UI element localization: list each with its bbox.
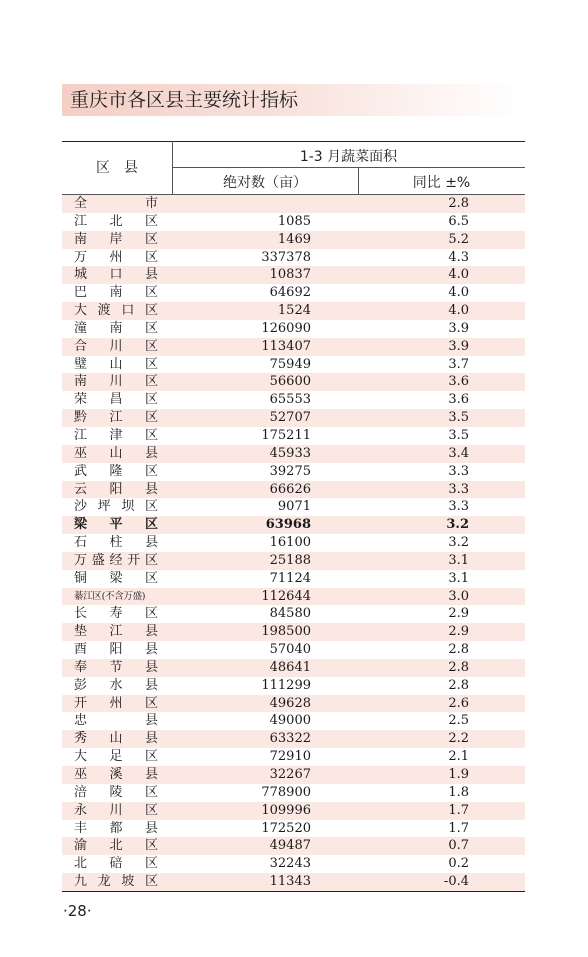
table-row (62, 677, 525, 695)
region-name: 荣 昌 区 (74, 392, 158, 408)
region-name: 沙 坪 坝 区 (74, 499, 158, 515)
region-name: 璧 山 区 (74, 356, 158, 372)
absolute-value: 56600 (269, 374, 311, 390)
region-name: 忠 县 (74, 713, 158, 729)
table-row (62, 552, 525, 570)
yoy-percent: 3.0 (448, 588, 469, 604)
absolute-value: 109996 (261, 802, 311, 818)
table-row (62, 320, 525, 338)
absolute-value: 25188 (269, 552, 311, 568)
yoy-percent: 0.7 (448, 838, 469, 854)
yoy-percent: 3.5 (448, 410, 469, 426)
region-name: 奉 节 县 (74, 659, 158, 675)
yoy-percent: 4.3 (448, 249, 469, 265)
absolute-value: 49000 (269, 713, 311, 729)
yoy-percent: 3.1 (448, 552, 469, 568)
region-name: 石 柱 县 (74, 535, 158, 551)
table-row (62, 730, 525, 748)
table-row (62, 855, 525, 873)
column-group-header: 1-3 月蔬菜面积 (299, 149, 398, 165)
yoy-percent: 3.3 (448, 463, 469, 479)
region-name: 万 盛 经 开 区 (74, 552, 158, 568)
absolute-value: 9071 (277, 499, 311, 515)
region-name: 垫 江 县 (74, 624, 158, 640)
region-name: 九 龙 坡 区 (74, 874, 158, 890)
yoy-percent: 2.5 (448, 713, 469, 729)
table-row (62, 641, 525, 659)
absolute-value: 126090 (261, 320, 311, 336)
table-row (62, 498, 525, 516)
yoy-percent: 6.5 (448, 213, 469, 229)
absolute-value: 39275 (269, 463, 311, 479)
table-row (62, 873, 525, 891)
region-name: 巴 南 区 (74, 285, 158, 301)
table-row (62, 338, 525, 356)
yoy-percent: 2.9 (448, 624, 469, 640)
table-row (62, 409, 525, 427)
region-name: 丰 都 县 (74, 820, 158, 836)
region-name: 云 阳 县 (74, 481, 158, 497)
absolute-value: 112644 (261, 588, 311, 604)
region-name: 开 州 区 (74, 695, 158, 711)
region-name: 南 岸 区 (74, 231, 158, 247)
table-bottom-rule (62, 891, 525, 892)
yoy-percent: 2.8 (448, 196, 469, 211)
yoy-percent: 3.2 (448, 535, 469, 551)
table-row (62, 213, 525, 231)
yoy-percent: 2.8 (448, 677, 469, 693)
table-row (62, 712, 525, 730)
yoy-percent: 3.3 (448, 499, 469, 515)
region-name: 永 川 区 (74, 802, 158, 818)
yoy-percent: 3.6 (448, 392, 469, 408)
absolute-value: 175211 (261, 427, 311, 443)
table-row (62, 266, 525, 284)
absolute-value: 63968 (265, 517, 311, 533)
yoy-percent: 3.7 (448, 356, 469, 372)
table-row (62, 588, 525, 606)
absolute-value: 1524 (277, 303, 311, 319)
absolute-value: 49487 (269, 838, 311, 854)
absolute-value: 66626 (269, 481, 311, 497)
yoy-percent: 3.2 (446, 517, 469, 533)
table-row (62, 623, 525, 641)
region-name: 江 津 区 (74, 427, 158, 443)
column-header-region: 区 县 (96, 160, 138, 176)
yoy-percent: 1.7 (448, 820, 469, 836)
region-name: 北 碚 区 (74, 856, 158, 872)
absolute-value: 1469 (277, 231, 311, 247)
table-row (62, 820, 525, 838)
absolute-value: 63322 (269, 731, 311, 747)
yoy-percent: 1.7 (448, 802, 469, 818)
table-row (62, 516, 525, 534)
region-name: 潼 南 区 (74, 320, 158, 336)
yoy-percent: 2.2 (448, 731, 469, 747)
region-name: 綦江区(不含万盛) (74, 590, 146, 602)
table-row (62, 766, 525, 784)
yoy-percent: 2.6 (448, 695, 469, 711)
table-row (62, 249, 525, 267)
region-name: 大 足 区 (74, 749, 158, 765)
region-name: 涪 陵 区 (74, 784, 158, 800)
region-name: 梁 平 区 (74, 517, 158, 533)
region-name: 彭 水 县 (74, 677, 158, 693)
absolute-value: 71124 (269, 570, 311, 586)
absolute-value: 52707 (269, 410, 311, 426)
title-banner (62, 84, 525, 116)
region-name: 黔 江 区 (74, 410, 158, 426)
header-mid-rule (172, 167, 525, 168)
absolute-value: 64692 (269, 285, 311, 301)
table-body (62, 195, 525, 891)
table-row (62, 356, 525, 374)
region-name: 武 隆 区 (74, 463, 158, 479)
absolute-value: 337378 (261, 249, 311, 265)
yoy-percent: 4.0 (448, 303, 469, 319)
table-top-rule (62, 141, 525, 142)
yoy-percent: 1.9 (448, 767, 469, 782)
table-row (62, 373, 525, 391)
region-name: 合 川 区 (74, 338, 158, 354)
page-title: 重庆市各区县主要统计指标 (70, 89, 299, 111)
absolute-value: 48641 (269, 659, 311, 675)
column-header-absolute: 绝对数（亩） (223, 175, 307, 191)
yoy-percent: 2.8 (448, 642, 469, 658)
absolute-value: 65553 (269, 392, 311, 408)
region-name: 巫 山 县 (74, 445, 158, 461)
region-name: 南 川 区 (74, 374, 158, 390)
region-name: 大 渡 口 区 (74, 303, 158, 319)
yoy-percent: 0.2 (448, 856, 469, 872)
absolute-value: 75949 (269, 356, 311, 372)
table-row (62, 231, 525, 249)
yoy-percent: 2.9 (448, 606, 469, 622)
yoy-percent: 3.3 (448, 481, 469, 497)
table-row (62, 748, 525, 766)
absolute-value: 111299 (261, 677, 311, 693)
table-row (62, 391, 525, 409)
region-name: 城 口 县 (74, 267, 158, 283)
page-number: ·28· (63, 902, 92, 920)
yoy-percent: 3.1 (448, 570, 469, 586)
absolute-value: 113407 (261, 338, 311, 354)
absolute-value: 16100 (269, 535, 311, 551)
region-name: 全 市 (74, 196, 158, 211)
yoy-percent: 5.2 (448, 231, 469, 247)
yoy-percent: 3.9 (448, 338, 469, 354)
absolute-value: 45933 (269, 445, 311, 461)
yoy-percent: 3.5 (448, 427, 469, 443)
table-row (62, 837, 525, 855)
region-name: 铜 梁 区 (74, 570, 158, 586)
table-row (62, 570, 525, 588)
absolute-value: 49628 (269, 695, 311, 711)
region-name: 渝 北 区 (74, 838, 158, 854)
region-name: 万 州 区 (74, 249, 158, 265)
region-name: 江 北 区 (74, 213, 158, 229)
absolute-value: 1085 (277, 213, 311, 229)
table-row (62, 195, 525, 213)
yoy-percent: 3.4 (448, 445, 469, 461)
absolute-value: 172520 (261, 820, 311, 836)
table-row (62, 463, 525, 481)
absolute-value: 32267 (269, 767, 311, 782)
yoy-percent: 4.0 (448, 285, 469, 301)
yoy-percent: 1.8 (448, 784, 469, 800)
table-row (62, 802, 525, 820)
absolute-value: 198500 (261, 624, 311, 640)
absolute-value: 778900 (261, 784, 311, 800)
table-row (62, 445, 525, 463)
yoy-percent: 3.6 (448, 374, 469, 390)
region-name: 酉 阳 县 (74, 642, 158, 658)
region-name: 长 寿 区 (74, 606, 158, 622)
table-row (62, 695, 525, 713)
absolute-value: 57040 (269, 642, 311, 658)
region-name: 巫 溪 县 (74, 767, 158, 782)
absolute-value: 32243 (269, 856, 311, 872)
table-row (62, 427, 525, 445)
absolute-value: 11343 (269, 874, 311, 890)
yoy-percent: 3.9 (448, 320, 469, 336)
table-row (62, 784, 525, 802)
column-header-yoy: 同比 ±% (412, 175, 471, 191)
table-row (62, 605, 525, 623)
table-row (62, 302, 525, 320)
absolute-value: 10837 (269, 267, 311, 283)
region-name: 秀 山 县 (74, 731, 158, 747)
table-row (62, 284, 525, 302)
table-row (62, 481, 525, 499)
table-row (62, 534, 525, 552)
table-row (62, 659, 525, 677)
absolute-value: 72910 (269, 749, 311, 765)
absolute-value: 84580 (269, 606, 311, 622)
yoy-percent: 4.0 (448, 267, 469, 283)
yoy-percent: 2.1 (448, 749, 469, 765)
yoy-percent: 2.8 (448, 659, 469, 675)
yoy-percent: -0.4 (443, 874, 469, 890)
